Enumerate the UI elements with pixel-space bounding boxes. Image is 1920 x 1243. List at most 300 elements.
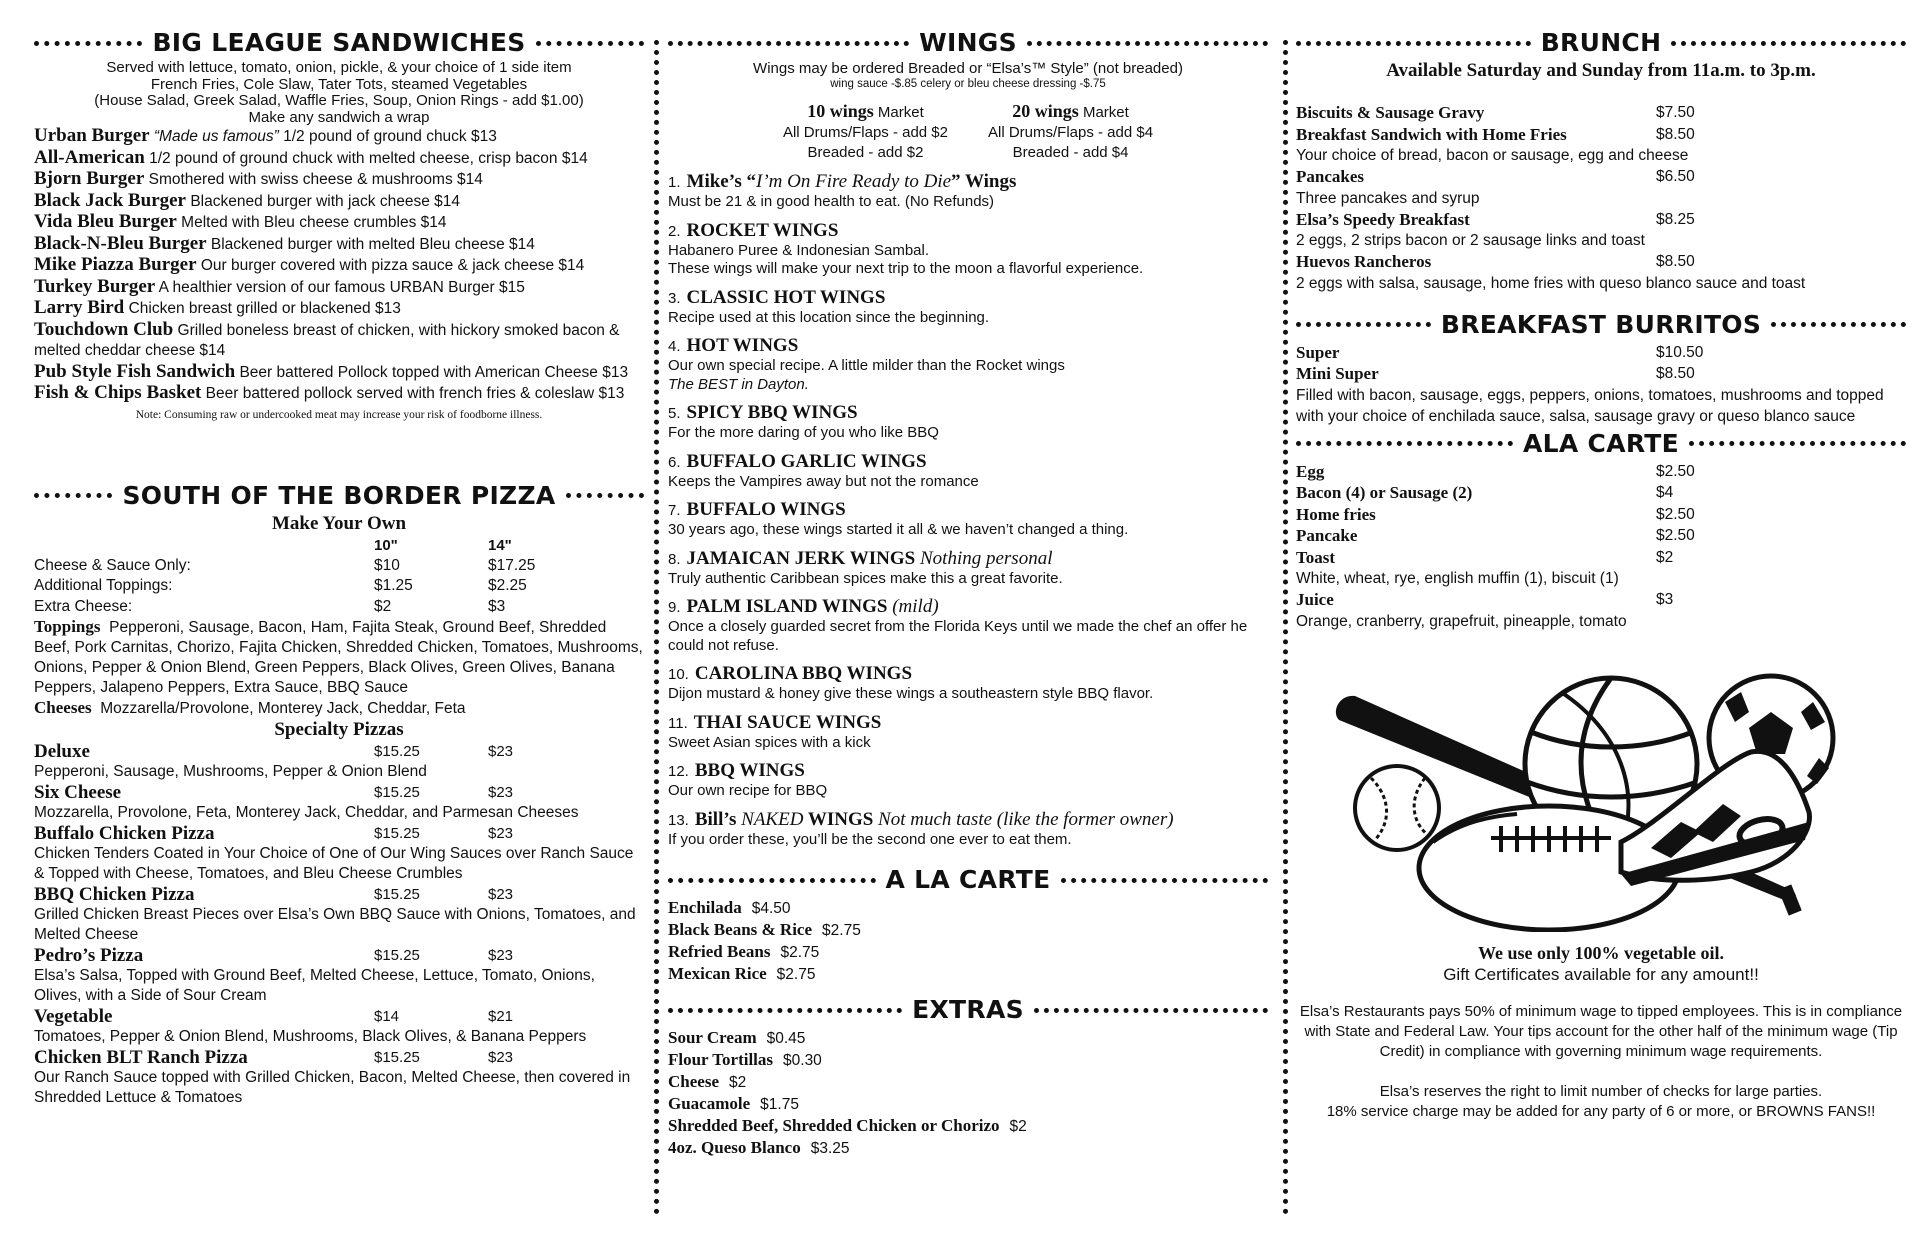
- brunch-hours: Available Saturday and Sunday from 11a.m. to 3p.m.: [1386, 60, 1816, 81]
- wing-item: [668, 809, 1268, 850]
- alacarte-item-row: [668, 897, 1268, 919]
- specialty-pizza-name: Six Cheese: [34, 782, 122, 803]
- base-label: Extra Cheese:: [34, 597, 133, 615]
- specialty-pizza-row: [34, 782, 644, 803]
- pizza-base-prices: [34, 556, 644, 618]
- sandwich-description: Grilled boneless breast of chicken, with hickory smoked bacon & melted cheddar cheese $14: [34, 321, 620, 359]
- price-10: $15.25: [374, 743, 420, 760]
- wings-header: [668, 26, 1268, 60]
- burrito-item-name: Super: [1296, 342, 1340, 362]
- extra-item-row: [668, 1093, 1268, 1115]
- sandwich-name: Vida Bleu Burger: [34, 211, 177, 232]
- burrito-item-row: [1296, 363, 1906, 385]
- wing-item: [668, 596, 1268, 655]
- wing-title: [668, 760, 1268, 782]
- alacarte-item-price: $2.75: [776, 966, 816, 983]
- sandwich-item: [34, 148, 644, 170]
- wing-name: PALM ISLAND WINGS: [686, 596, 888, 617]
- wing-number: 8.: [668, 550, 681, 568]
- wing-title: [668, 809, 1268, 831]
- brunch-item-row: [1296, 124, 1906, 146]
- price-10: $15.25: [374, 947, 420, 964]
- wing-item: [668, 760, 1268, 801]
- ten-wings-label: 10 wings: [807, 101, 874, 121]
- wing-item: [668, 499, 1268, 540]
- extra-item-price: $2: [728, 1074, 747, 1091]
- wing-tagline: Nothing personal: [920, 547, 1053, 569]
- price-14: $23: [488, 1049, 514, 1066]
- dotted-rule: [1671, 41, 1906, 46]
- column-divider: [654, 40, 659, 1215]
- twenty-wings-pricing: [988, 101, 1153, 163]
- wing-number: 2.: [668, 222, 681, 240]
- ten-wings-breaded: Breaded - add $2: [807, 144, 924, 161]
- specialty-pizza-row: [34, 1047, 644, 1068]
- sandwich-name: Black-N-Bleu Burger: [34, 232, 207, 254]
- sandwich-description: 1/2 pound of ground chuck with melted cheese, crisp bacon $14: [149, 149, 588, 167]
- wing-name: BBQ WINGS: [694, 760, 805, 781]
- specialty-pizza-row: [34, 1006, 644, 1027]
- twenty-wings-label: 20 wings: [1012, 101, 1079, 121]
- brunch-item-name: Breakfast Sandwich with Home Fries: [1296, 124, 1567, 144]
- alacarte-mex-header: [668, 863, 1268, 897]
- burrito-item-price: $8.50: [1656, 365, 1695, 382]
- dotted-rule: [1689, 441, 1906, 446]
- wing-name: THAI SAUCE WINGS: [693, 711, 882, 733]
- brunch-item-price: $8.50: [1656, 253, 1695, 270]
- wing-item: [668, 712, 1268, 753]
- brunch-item-price: $7.50: [1656, 104, 1695, 121]
- alacarte-breakfast-header: [1296, 427, 1906, 461]
- sandwiches-title: BIG LEAGUE SANDWICHES: [152, 28, 526, 57]
- extras-list: [668, 1027, 1268, 1159]
- sandwich-item: [34, 298, 644, 320]
- alacarte-item-price: $2.75: [822, 922, 861, 939]
- alacarte-mex-list: [668, 897, 1268, 985]
- specialty-pizza-description: Chicken Tenders Coated in Your Choice of One of Our Wing Sauces over Ranch Sauce & Topped with Cheese, Tomatoes, and Bleu Cheese Crumbles: [34, 845, 634, 882]
- wing-description: Keeps the Vampires away but not the romance: [668, 472, 979, 490]
- pizza-base-row: [34, 556, 644, 577]
- pizza-header: [34, 479, 644, 513]
- price-10: $15.25: [374, 784, 420, 801]
- wing-title: [668, 220, 1268, 242]
- extra-item-price: $0.30: [783, 1052, 822, 1069]
- brunch-item-description: 2 eggs with salsa, sausage, home fries with queso blanco sauce and toast: [1296, 274, 1806, 292]
- wing-name: BUFFALO GARLIC WINGS: [686, 450, 927, 472]
- sandwich-item: [34, 383, 644, 405]
- alacarte-mex-title: A LA CARTE: [885, 865, 1051, 894]
- wing-item: [668, 171, 1268, 212]
- right-column: [1296, 26, 1906, 1122]
- dotted-rule: [1296, 41, 1531, 46]
- breakfast-item-row: [1296, 525, 1906, 547]
- gift-certificates: Gift Certificates available for any amount!!: [1443, 964, 1759, 984]
- dotted-rule: [668, 41, 909, 46]
- breakfast-item-row: [1296, 504, 1906, 526]
- sandwich-name: Turkey Burger: [34, 275, 156, 297]
- alacarte-breakfast-list: [1296, 461, 1906, 632]
- dotted-rule: [1296, 441, 1513, 446]
- sports-equipment-icon: [1321, 672, 1881, 932]
- sandwich-tagline: “Made us famous”: [153, 128, 279, 145]
- brunch-item-description: Your choice of bread, bacon or sausage, egg and cheese: [1296, 147, 1689, 164]
- price-14: $23: [488, 825, 514, 842]
- price-14: $23: [488, 743, 514, 760]
- specialty-pizza-name: Pedro’s Pizza: [34, 945, 144, 966]
- sandwich-item: [34, 277, 644, 299]
- wing-number: 1.: [668, 174, 681, 191]
- sandwich-item: [34, 212, 644, 234]
- specialty-pizza-row: [34, 823, 644, 844]
- breakfast-item-description: White, wheat, rye, english muffin (1), biscuit (1): [1296, 570, 1619, 587]
- dotted-rule: [34, 41, 142, 46]
- wing-list: [668, 171, 1268, 849]
- ten-wings-drums: All Drums/Flaps - add $2: [782, 124, 948, 141]
- brunch-list: [1296, 102, 1906, 294]
- burritos-title: BREAKFAST BURRITOS: [1440, 309, 1762, 339]
- sandwich-description: Smothered with swiss cheese & mushrooms $14: [148, 171, 483, 188]
- burrito-item-name: Mini Super: [1296, 364, 1379, 383]
- price-14: $2.25: [488, 577, 527, 594]
- breakfast-item-price: $3: [1656, 591, 1674, 608]
- specialty-pizza-description: Grilled Chicken Breast Pieces over Elsa’s Own BBQ Sauce with Onions, Tomatoes, and Melted Cheese: [34, 906, 636, 943]
- left-column: [34, 26, 644, 1108]
- breakfast-item-price: $2.50: [1656, 527, 1695, 544]
- wing-title: [668, 596, 1268, 618]
- sandwich-name: Bjorn Burger: [34, 168, 145, 189]
- extra-item-price: $2: [1009, 1118, 1027, 1135]
- middle-column: [668, 26, 1268, 1159]
- toppings-list: [34, 617, 644, 698]
- specialty-pizza-row: [34, 945, 644, 966]
- alacarte-item-name: Mexican Rice: [668, 964, 767, 983]
- intro-line: (House Salad, Greek Salad, Waffle Fries, Soup, Onion Rings - add $1.00): [94, 92, 584, 109]
- large-party-checks: Elsa’s reserves the right to limit number of checks for large parties.: [1379, 1082, 1823, 1100]
- price-14: $21: [488, 1008, 514, 1025]
- sandwiches-intro: [34, 60, 644, 126]
- wing-name: JAMAICAN JERK WINGS: [686, 547, 916, 569]
- wing-title: [668, 548, 1268, 570]
- wing-description: Must be 21 & in good health to eat. (No Refunds): [668, 193, 995, 210]
- brunch-item-row: [1296, 251, 1906, 273]
- burritos-header: [1296, 308, 1906, 342]
- brunch-item-description: Three pancakes and syrup: [1296, 189, 1480, 207]
- dotted-rule: [34, 493, 112, 498]
- brunch-item-name: Biscuits & Sausage Gravy: [1296, 103, 1485, 122]
- wing-title: [668, 171, 1268, 193]
- wing-name: ROCKET WINGS: [686, 219, 839, 241]
- dotted-rule: [1296, 322, 1431, 327]
- alacarte-item-name: Refried Beans: [668, 942, 771, 961]
- cheeses-label: Cheeses: [34, 698, 92, 717]
- extra-item-name: Shredded Beef, Shredded Chicken or Chorizo: [668, 1116, 1000, 1135]
- specialty-pizza-row: [34, 884, 644, 905]
- cheeses-list: [34, 698, 644, 719]
- alacarte-item-name: Enchilada: [668, 898, 742, 917]
- wing-number: 9.: [668, 599, 681, 616]
- sandwich-item: [34, 234, 644, 256]
- column-divider: [1283, 40, 1288, 1215]
- extras-header: [668, 993, 1268, 1027]
- breakfast-item-price: $2: [1656, 548, 1674, 566]
- intro-line: French Fries, Cole Slaw, Tater Tots, steamed Vegetables: [150, 75, 528, 93]
- wings-title: WINGS: [919, 28, 1017, 57]
- brunch-title: BRUNCH: [1540, 28, 1662, 57]
- breakfast-item-row: [1296, 547, 1906, 569]
- wings-intro: Wings may be ordered Breaded or “Elsa’s™ Style” (not breaded): [753, 60, 1183, 77]
- sandwich-description: Melted with Bleu cheese crumbles $14: [181, 214, 447, 231]
- specialty-pizza-description: Tomatoes, Pepper & Onion Blend, Mushrooms, Black Olives, & Banana Peppers: [34, 1028, 587, 1045]
- extra-item-row: [668, 1027, 1268, 1049]
- pizza-base-row: [34, 597, 644, 618]
- sandwich-name: Fish & Chips Basket: [34, 382, 202, 403]
- wing-description: Dijon mustard & honey give these wings a southeastern style BBQ flavor.: [668, 685, 1154, 702]
- brunch-item-row: [1296, 102, 1906, 124]
- sandwich-item: [34, 320, 644, 362]
- wing-title: [668, 451, 1268, 473]
- dotted-rule: [668, 878, 876, 883]
- brunch-item-description: 2 eggs, 2 strips bacon or 2 sausage links and toast: [1296, 232, 1645, 249]
- alacarte-item-name: Black Beans & Rice: [668, 920, 813, 939]
- dotted-rule: [1061, 878, 1269, 883]
- wings-addons: wing sauce -$.85 celery or bleu cheese dressing -$.75: [830, 78, 1106, 90]
- wing-number: 6.: [668, 453, 681, 471]
- wing-number: 5.: [668, 405, 681, 422]
- extra-item-row: [668, 1115, 1268, 1137]
- brunch-item-row: [1296, 166, 1906, 188]
- wing-description: Our own recipe for BBQ: [668, 782, 828, 799]
- pizza-size-header: [34, 535, 644, 556]
- dotted-rule: [566, 493, 644, 498]
- price-10: $14: [374, 1008, 400, 1025]
- price-14: $17.25: [488, 556, 536, 574]
- sandwich-description: Blackened burger with jack cheese $14: [190, 192, 461, 210]
- extra-item-name: 4oz. Queso Blanco: [668, 1138, 801, 1157]
- vegetable-oil-note: We use only 100% vegetable oil.: [1478, 942, 1724, 963]
- breakfast-item-price: $2.50: [1656, 462, 1695, 480]
- pizza-base-row: [34, 576, 644, 597]
- wing-name: ” Wings: [951, 171, 1017, 192]
- specialty-pizza-name: Vegetable: [34, 1006, 113, 1027]
- ten-wings-price: Market: [877, 104, 924, 121]
- price-10: $15.25: [374, 886, 420, 903]
- specialty-pizza-description: Mozzarella, Provolone, Feta, Monterey Jack, Cheddar, and Parmesan Cheeses: [34, 804, 579, 821]
- extra-item-name: Sour Cream: [668, 1028, 757, 1047]
- sandwich-name: Urban Burger: [34, 125, 150, 146]
- specialty-pizza-name: Chicken BLT Ranch Pizza: [34, 1047, 248, 1068]
- extra-item-row: [668, 1137, 1268, 1159]
- cheeses-text: Mozzarella/Provolone, Monterey Jack, Cheddar, Feta: [100, 700, 466, 717]
- dotted-rule: [1034, 1008, 1268, 1013]
- breakfast-item-description: Orange, cranberry, grapefruit, pineapple, tomato: [1296, 612, 1627, 630]
- toppings-text: Pepperoni, Sausage, Bacon, Ham, Fajita Steak, Ground Beef, Shredded Beef, Pork Carnitas, Chorizo, Fajita Chicken, Shredded Chicken, Tomatoes, Mushrooms, Onions, Pepper & Onion Blend, Green Peppers, Black Olives, Green Olives, Banana Peppers, Jalapeno Peppers, Extra Sauce, BBQ Sauce: [34, 619, 643, 696]
- wing-item: [668, 548, 1268, 589]
- wing-description: Sweet Asian spices with a kick: [668, 733, 871, 751]
- wing-description: For the more daring of you who like BBQ: [668, 424, 939, 441]
- brunch-header: [1296, 26, 1906, 60]
- wing-pricing: [668, 101, 1268, 163]
- wing-item: [668, 220, 1268, 279]
- wing-name-prefix: Mike’s “: [686, 171, 756, 192]
- dotted-rule: [536, 41, 644, 46]
- wing-number: 10.: [668, 666, 689, 683]
- brunch-item-price: $8.25: [1656, 210, 1695, 228]
- price-14: $23: [488, 784, 514, 801]
- wing-number: 4.: [668, 338, 681, 355]
- extra-item-row: [668, 1049, 1268, 1071]
- sandwich-description: A healthier version of our famous URBAN Burger $15: [158, 278, 525, 296]
- base-label: Cheese & Sauce Only:: [34, 556, 191, 574]
- wing-number: 3.: [668, 289, 681, 307]
- dotted-rule: [1771, 322, 1906, 327]
- wing-number: 12.: [668, 763, 689, 780]
- base-label: Additional Toppings:: [34, 577, 173, 594]
- alacarte-item-row: [668, 941, 1268, 963]
- price-10: $15.25: [374, 1049, 420, 1066]
- wing-item: [668, 335, 1268, 394]
- wing-name-italic: I’m On Fire Ready to Die: [756, 171, 952, 192]
- sandwich-list: [34, 126, 644, 405]
- burrito-description: Filled with bacon, sausage, eggs, peppers, onions, tomatoes, mushrooms and topped with your choice of enchilada sauce, salsa, sausage gravy or queso blanco sauce: [1296, 386, 1884, 425]
- twenty-wings-price: Market: [1082, 104, 1129, 121]
- extra-item-name: Cheese: [668, 1072, 719, 1091]
- sandwich-description: 1/2 pound of ground chuck $13: [283, 128, 497, 145]
- wing-description: Our own special recipe. A little milder than the Rocket wings: [668, 357, 1065, 374]
- food-safety-note: Note: Consuming raw or undercooked meat may increase your risk of foodborne illness.: [135, 408, 543, 421]
- brunch-item-price: $8.50: [1656, 125, 1695, 143]
- wing-number: 7.: [668, 502, 681, 519]
- price-10: $2: [374, 597, 392, 615]
- sandwich-name: All-American: [34, 146, 145, 168]
- wing-title: [668, 663, 1268, 685]
- sports-equipment-clipart: [1296, 672, 1906, 932]
- dotted-rule: [1027, 41, 1268, 46]
- sandwich-description: Blackened burger with melted Bleu cheese $14: [210, 235, 535, 253]
- breakfast-item-name: Egg: [1296, 461, 1325, 481]
- wing-description: Truly authentic Caribbean spices make this a great favorite.: [668, 569, 1063, 587]
- wing-name: WINGS: [803, 808, 874, 830]
- wing-name-italic: NAKED: [741, 808, 804, 830]
- specialty-pizza-description: Pepperoni, Sausage, Mushrooms, Pepper & Onion Blend: [34, 763, 427, 780]
- burrito-list: [1296, 342, 1906, 385]
- toppings-label: Toppings: [34, 617, 101, 636]
- breakfast-item-row: [1296, 461, 1906, 483]
- specialty-pizza-name: Buffalo Chicken Pizza: [34, 823, 215, 844]
- wing-item: [668, 451, 1268, 492]
- specialty-pizza-list: [34, 741, 644, 1108]
- wing-item: [668, 663, 1268, 704]
- tipped-wage-policy: Elsa’s Restaurants pays 50% of minimum wage to tipped employees. This is in compliance with State and Federal Law. Your tips account for the other half of the minimum wage (Tip Credit) in compliance with governing minimum wage requirements.: [1299, 1002, 1903, 1060]
- extra-item-name: Flour Tortillas: [668, 1050, 774, 1069]
- breakfast-item-name: Juice: [1296, 590, 1334, 609]
- brunch-item-price: $6.50: [1656, 168, 1695, 185]
- brunch-item-name: Elsa’s Speedy Breakfast: [1296, 209, 1470, 229]
- intro-line: Make any sandwich a wrap: [248, 108, 430, 126]
- wing-name: HOT WINGS: [686, 335, 799, 356]
- ten-wings-pricing: [783, 101, 948, 163]
- extra-item-price: $0.45: [766, 1030, 806, 1047]
- sandwich-item: [34, 255, 644, 277]
- specialty-pizza-description: Elsa’s Salsa, Topped with Ground Beef, Melted Cheese, Lettuce, Tomato, Onions, Olives, with a Side of Sour Cream: [34, 967, 595, 1004]
- sandwich-item: [34, 126, 644, 148]
- wing-description-note: The BEST in Dayton.: [668, 375, 809, 393]
- sandwich-item: [34, 169, 644, 191]
- sandwich-name: Touchdown Club: [34, 318, 174, 340]
- price-14: $23: [488, 947, 514, 964]
- wing-description: If you order these, you’ll be the second one ever to eat them.: [668, 830, 1072, 848]
- price-14: $3: [488, 597, 506, 615]
- service-charge: 18% service charge may be added for any party of 6 or more, or BROWNS FANS!!: [1326, 1102, 1876, 1120]
- wing-tagline: Not much taste (like the former owner): [878, 808, 1174, 830]
- specialty-heading: Specialty Pizzas: [274, 719, 404, 740]
- alacarte-item-price: $2.75: [780, 944, 820, 961]
- specialty-pizza-name: Deluxe: [34, 741, 90, 762]
- size-10: 10": [374, 536, 398, 554]
- sandwich-description: Chicken breast grilled or blackened $13: [128, 300, 401, 317]
- breakfast-item-row: [1296, 482, 1906, 504]
- size-14: 14": [488, 536, 512, 554]
- sandwich-name: Larry Bird: [34, 297, 125, 318]
- sandwich-item: [34, 362, 644, 384]
- price-10: $10: [374, 556, 400, 574]
- wing-title: [668, 499, 1268, 521]
- alacarte-item-row: [668, 963, 1268, 985]
- price-14: $23: [488, 886, 514, 903]
- intro-line: Served with lettuce, tomato, onion, pickle, & your choice of 1 side item: [106, 59, 572, 76]
- wing-description: Once a closely guarded secret from the Florida Keys until we made the chef an offer he could not refuse.: [668, 618, 1248, 654]
- breakfast-item-price: $4: [1656, 484, 1674, 501]
- specialty-pizza-name: BBQ Chicken Pizza: [34, 884, 195, 905]
- twenty-wings-drums: All Drums/Flaps - add $4: [988, 124, 1154, 141]
- wing-name: BUFFALO WINGS: [686, 499, 846, 520]
- breakfast-item-name: Home fries: [1296, 504, 1376, 524]
- burrito-item-row: [1296, 342, 1906, 364]
- wing-title: [668, 287, 1268, 309]
- alacarte-item-price: $4.50: [751, 900, 791, 917]
- sandwich-description: Beer battered pollock served with french fries & coleslaw $13: [205, 385, 625, 402]
- alacarte-breakfast-title: ALA CARTE: [1523, 428, 1679, 458]
- extra-item-price: $3.25: [810, 1140, 850, 1157]
- breakfast-item-name: Pancake: [1296, 526, 1358, 545]
- wing-description: 30 years ago, these wings started it all & we haven’t changed a thing.: [668, 521, 1129, 538]
- twenty-wings-breaded: Breaded - add $4: [1012, 144, 1129, 161]
- price-10: $15.25: [374, 825, 420, 842]
- breakfast-item-name: Toast: [1296, 547, 1336, 567]
- wing-number: 11.: [668, 714, 688, 732]
- sandwich-name: Mike Piazza Burger: [34, 254, 197, 275]
- make-your-own-heading: Make Your Own: [271, 512, 407, 534]
- wing-name: SPICY BBQ WINGS: [686, 402, 858, 423]
- sandwich-name: Pub Style Fish Sandwich: [34, 360, 236, 382]
- extra-item-name: Guacamole: [668, 1094, 751, 1113]
- brunch-item-name: Huevos Rancheros: [1296, 252, 1432, 271]
- sandwiches-header: [34, 26, 644, 60]
- extra-item-price: $1.75: [760, 1096, 799, 1113]
- wing-item: [668, 287, 1268, 328]
- sandwich-description: Beer battered Pollock topped with American Cheese $13: [239, 363, 629, 381]
- brunch-item-name: Pancakes: [1296, 167, 1364, 186]
- breakfast-item-name: Bacon (4) or Sausage (2): [1296, 483, 1473, 502]
- sandwich-name: Black Jack Burger: [34, 189, 186, 211]
- wing-item: [668, 402, 1268, 443]
- dotted-rule: [668, 1008, 902, 1013]
- alacarte-item-row: [668, 919, 1268, 941]
- extra-item-row: [668, 1071, 1268, 1093]
- specialty-pizza-description: Our Ranch Sauce topped with Grilled Chicken, Bacon, Melted Cheese, then covered in Shredded Lettuce & Tomatoes: [34, 1069, 631, 1106]
- wing-title: [668, 335, 1268, 357]
- burrito-item-price: $10.50: [1656, 343, 1704, 361]
- wing-description: Recipe used at this location since the beginning.: [668, 308, 990, 326]
